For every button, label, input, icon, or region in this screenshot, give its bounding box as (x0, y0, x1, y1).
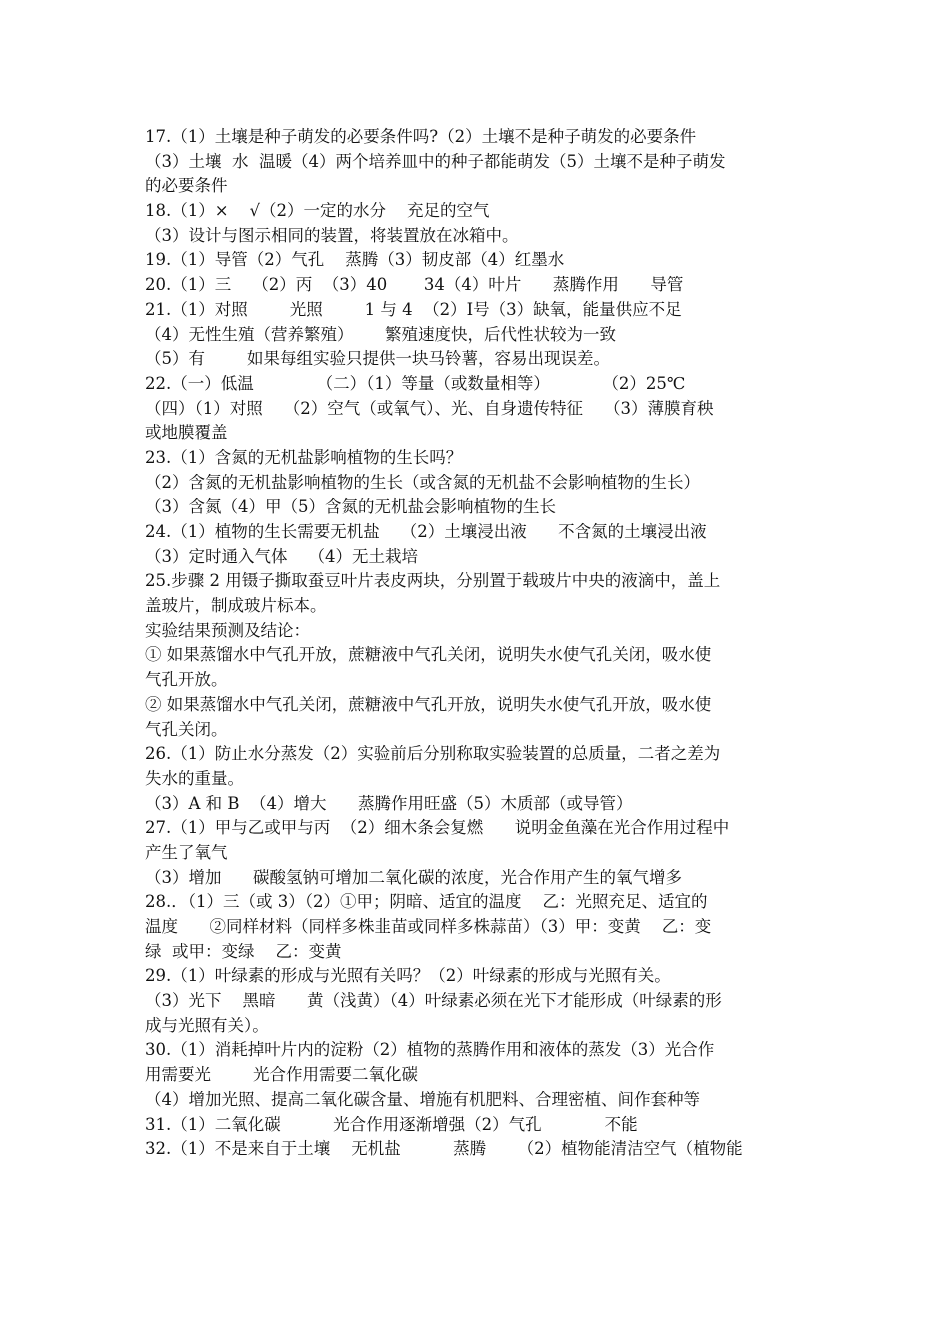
text-line: 气孔开放。 (145, 670, 228, 690)
text-line: 或地膜覆盖 (145, 423, 228, 443)
text-line: 绿 或甲：变绿 乙：变黄 (145, 941, 342, 961)
text-line: 27.（1）甲与乙或甲与丙 （2）细木条会复燃 说明金鱼藻在光合作用过程中 (145, 818, 730, 838)
answer-text-body (145, 125, 810, 1162)
text-line: （3）土壤 水 温暖（4）两个培养皿中的种子都能萌发（5）土壤不是种子萌发 (145, 151, 726, 171)
text-line: 28.．（1）三（或 3）（2）①甲；阴暗、适宜的温度 乙：光照充足、适宜的 (145, 892, 708, 912)
text-line: （3）设计与图示相同的装置，将装置放在冰箱中。 (145, 225, 519, 245)
text-line: 31.（1）二氧化碳 光合作用逐渐增强（2）气孔 不能 (145, 1114, 638, 1134)
text-line: 30.（1）消耗掉叶片内的淀粉（2）植物的蒸腾作用和液体的蒸发（3）光合作 (145, 1040, 715, 1060)
text-line: ② 如果蒸馏水中气孔关闭，蔗糖液中气孔开放，说明失水使气孔开放，吸水使 (145, 694, 712, 714)
text-line: 17.（1）土壤是种子萌发的必要条件吗?（2）土壤不是种子萌发的必要条件 (145, 127, 697, 146)
text-line: 成与光照有关）。 (145, 1015, 269, 1035)
text-line: （4）无性生殖（营养繁殖） 繁殖速度快，后代性状较为一致 (145, 324, 616, 344)
text-line: 32.（1）不是来自于土壤 无机盐 蒸腾 （2）植物能清洁空气（植物能 (145, 1139, 743, 1159)
text-line: 29.（1）叶绿素的形成与光照有关吗？（2）叶绿素的形成与光照有关。 (145, 966, 671, 986)
text-line: 25.步骤 2 用镊子撕取蚕豆叶片表皮两块，分别置于载玻片中央的液滴中，盖上 (145, 571, 721, 591)
text-line: 盖玻片，制成玻片标本。 (145, 596, 327, 616)
text-line: （四）（1）对照 （2）空气（或氧气）、光、自身遗传特征 （3）薄膜育秧 (145, 398, 714, 418)
text-line: （2）含氮的无机盐影响植物的生长（或含氮的无机盐不会影响植物的生长） (145, 472, 700, 492)
text-line: （3）定时通入气体 （4）无土栽培 (145, 546, 418, 566)
text-line: ① 如果蒸馏水中气孔开放，蔗糖液中气孔关闭，说明失水使气孔关闭，吸水使 (145, 645, 712, 665)
text-line: 的必要条件 (145, 176, 228, 196)
text-line: 18.（1）× √（2）一定的水分 充足的空气 (145, 201, 490, 221)
text-line: 产生了氧气 (145, 842, 228, 862)
text-line: 21.（1）对照 光照 1 与 4 （2）Ⅰ号（3）缺氧，能量供应不足 (145, 299, 682, 319)
text-line: 26.（1）防止水分蒸发（2）实验前后分别称取实验装置的总质量，二者之差为 (145, 744, 721, 764)
text-line: 23.（1）含氮的无机盐影响植物的生长吗？ (145, 447, 463, 467)
text-line: 气孔关闭。 (145, 719, 228, 739)
text-line: （3）光下 黑暗 黄（浅黄）（4）叶绿素必须在光下才能形成（叶绿素的形 (145, 991, 722, 1011)
text-line: 22.（一）低温 （二）（1）等量（或数量相等） （2）25℃ (145, 373, 686, 393)
text-line: （5）有 如果每组实验只提供一块马铃薯，容易出现误差。 (145, 349, 610, 369)
text-line: （4）增加光照、提高二氧化碳含量、增施有机肥料、合理密植、间作套种等 (145, 1089, 700, 1109)
text-line: 19.（1）导管（2）气孔 蒸腾（3）韧皮部（4）红墨水 (145, 250, 565, 270)
text-line: 实验结果预测及结论： (145, 620, 310, 640)
text-line: 温度 ②同样材料（同样多株韭苗或同样多株蒜苗）（3）甲：变黄 乙：变 (145, 917, 712, 936)
text-line: 用需要光 光合作用需要二氧化碳 (145, 1065, 418, 1085)
text-line: 24.（1）植物的生长需要无机盐 （2）土壤浸出液 不含氮的土壤浸出液 (145, 522, 707, 541)
text-line: （3）含氮（4）甲（5）含氮的无机盐会影响植物的生长 (145, 497, 556, 517)
text-line: 20.（1）三 （2）丙 （3）40 34（4）叶片 蒸腾作用 导管 (145, 275, 684, 295)
text-line: （3）增加 碳酸氢钠可增加二氧化碳的浓度，光合作用产生的氧气增多 (145, 867, 682, 887)
text-line: （3）A 和 B （4）增大 蒸腾作用旺盛（5）木质部（或导管） (145, 793, 633, 813)
text-line: 失水的重量。 (145, 768, 244, 788)
